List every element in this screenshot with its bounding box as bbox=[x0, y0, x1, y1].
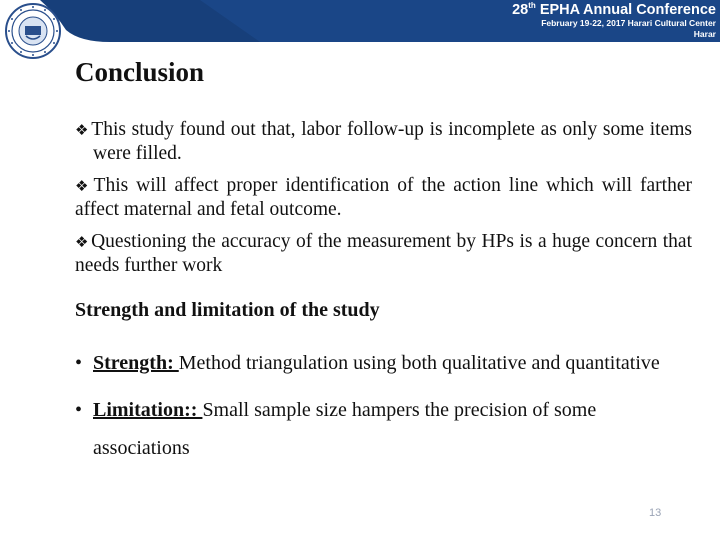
limitation-item bbox=[75, 391, 692, 467]
conclusion-bullet bbox=[75, 230, 692, 278]
diamond-bullet-icon: ❖ bbox=[75, 121, 90, 139]
conclusion-bullet bbox=[75, 118, 692, 166]
bullet-text: This will affect proper identification of the action line which will farther affect maternal and fetal outcome. bbox=[75, 175, 692, 220]
diamond-bullet-icon: ❖ bbox=[75, 177, 92, 195]
page-number: 13 bbox=[649, 507, 662, 519]
epha-logo bbox=[4, 2, 62, 60]
bullet-dot-icon: • bbox=[75, 352, 83, 374]
conclusion-bullet bbox=[75, 174, 692, 222]
conference-title: 28th EPHA Annual Conference bbox=[512, 1, 716, 18]
strength-label: Strength: bbox=[93, 352, 179, 374]
bullet-dot-icon: • bbox=[75, 399, 83, 421]
conference-dates-location: February 19-22, 2017 Harari Cultural Center bbox=[541, 18, 716, 28]
bullet-text: This study found out that, labor follow-up is incomplete as only some items were filled. bbox=[91, 119, 693, 164]
conclusion-list bbox=[75, 118, 692, 286]
strength-limitation-list bbox=[75, 344, 692, 476]
bullet-text: Questioning the accuracy of the measurement by HPs is a huge concern that needs further work bbox=[75, 231, 692, 276]
conference-banner bbox=[0, 0, 720, 42]
slide-title: Conclusion bbox=[75, 57, 205, 87]
limitation-text: Small sample size hampers the precision of some associations bbox=[93, 399, 597, 459]
conference-city: Harar bbox=[693, 29, 716, 39]
diamond-bullet-icon: ❖ bbox=[75, 233, 90, 251]
strength-text: Method triangulation using both qualitative and quantitative bbox=[178, 352, 660, 374]
strength-item bbox=[75, 344, 692, 382]
section-heading: Strength and limitation of the study bbox=[75, 299, 380, 321]
limitation-label: Limitation:: bbox=[93, 399, 203, 421]
